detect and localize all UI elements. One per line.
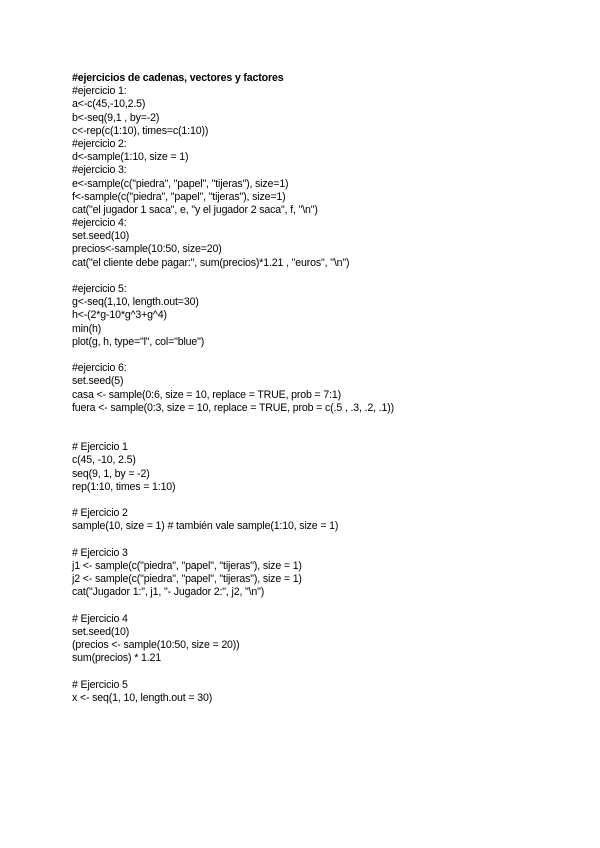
comment-line: # Ejercicio 4 bbox=[72, 612, 128, 625]
code-line: (precios <- sample(10:50, size = 20)) bbox=[72, 639, 240, 652]
comment-line: # Ejercicio 1 bbox=[72, 441, 128, 454]
comment-line: #ejercicio 3: bbox=[72, 164, 127, 177]
code-line: c<-rep(c(1:10), times=c(1:10)) bbox=[72, 124, 209, 137]
code-line: cat("el jugador 1 saca", e, "y el jugador 2 saca", f, "\n") bbox=[72, 203, 318, 216]
code-line: min(h) bbox=[72, 322, 102, 335]
comment-line: #ejercicio 5: bbox=[72, 283, 127, 295]
code-line: sample(10, size = 1) # también vale sample(1:10, size = 1) bbox=[72, 520, 339, 533]
code-lines bbox=[72, 85, 572, 705]
code-line: set.seed(10) bbox=[72, 625, 130, 638]
code-line: cat("Jugador 1:", j1, "- Jugador 2:", j2, "\n") bbox=[72, 586, 265, 599]
code-line: fuera <- sample(0:3, size = 10, replace = TRUE, prob = c(.5 , .3, .2, .1)) bbox=[72, 401, 394, 414]
blank-line bbox=[72, 534, 572, 547]
code-line: j2 <- sample(c("piedra", "papel", "tijeras"), size = 1) bbox=[72, 573, 302, 586]
code-line: sum(precios) * 1.21 bbox=[72, 652, 161, 665]
code-line: c(45, -10, 2.5) bbox=[72, 454, 136, 467]
code-line: a<-c(45,-10,2.5) bbox=[72, 98, 146, 111]
comment-line: # Ejercicio 2 bbox=[72, 507, 128, 520]
code-line: g<-seq(1,10, length.out=30) bbox=[72, 296, 199, 309]
blank-line bbox=[72, 270, 572, 283]
comment-line: #ejercicio 6: bbox=[72, 362, 127, 375]
code-line: j1 <- sample(c("piedra", "papel", "tijeras"), size = 1) bbox=[72, 559, 302, 572]
comment-line: #ejercicio 2: bbox=[72, 137, 127, 150]
code-line: set.seed(10) bbox=[72, 230, 130, 243]
code-line: rep(1:10, times = 1:10) bbox=[72, 480, 176, 493]
code-line: set.seed(5) bbox=[72, 375, 124, 388]
blank-line bbox=[72, 494, 572, 507]
code-line: casa <- sample(0:6, size = 10, replace = TRUE, prob = 7:1) bbox=[72, 388, 342, 401]
code-line: b<-seq(9,1 , by=-2) bbox=[72, 111, 160, 124]
blank-line bbox=[72, 428, 572, 441]
code-line: d<-sample(1:10, size = 1) bbox=[72, 151, 189, 164]
comment-line: # Ejercicio 5 bbox=[72, 678, 128, 691]
comment-line: # Ejercicio 3 bbox=[72, 546, 128, 559]
code-line: x <- seq(1, 10, length.out = 30) bbox=[72, 691, 213, 704]
document-page bbox=[72, 72, 572, 705]
code-line: seq(9, 1, by = -2) bbox=[72, 467, 150, 480]
blank-line bbox=[72, 415, 572, 428]
blank-line bbox=[72, 665, 572, 678]
document-title: #ejercicios de cadenas, vectores y factores bbox=[72, 72, 284, 84]
code-line: h<-(2*g-10*g^3+g^4) bbox=[72, 309, 167, 322]
code-line: precios<-sample(10:50, size=20) bbox=[72, 243, 222, 256]
comment-line: #ejercicio 4: bbox=[72, 217, 127, 230]
code-line: e<-sample(c("piedra", "papel", "tijeras"), size=1) bbox=[72, 177, 289, 190]
blank-line bbox=[72, 349, 572, 362]
code-line: f<-sample(c("piedra", "papel", "tijeras"), size=1) bbox=[72, 190, 286, 203]
code-line: plot(g, h, type="l", col="blue") bbox=[72, 335, 205, 348]
code-line: cat("el cliente debe pagar:", sum(precios)*1.21 , "euros", "\n") bbox=[72, 256, 350, 269]
blank-line bbox=[72, 600, 572, 613]
comment-line: #ejercicio 1: bbox=[72, 85, 127, 98]
